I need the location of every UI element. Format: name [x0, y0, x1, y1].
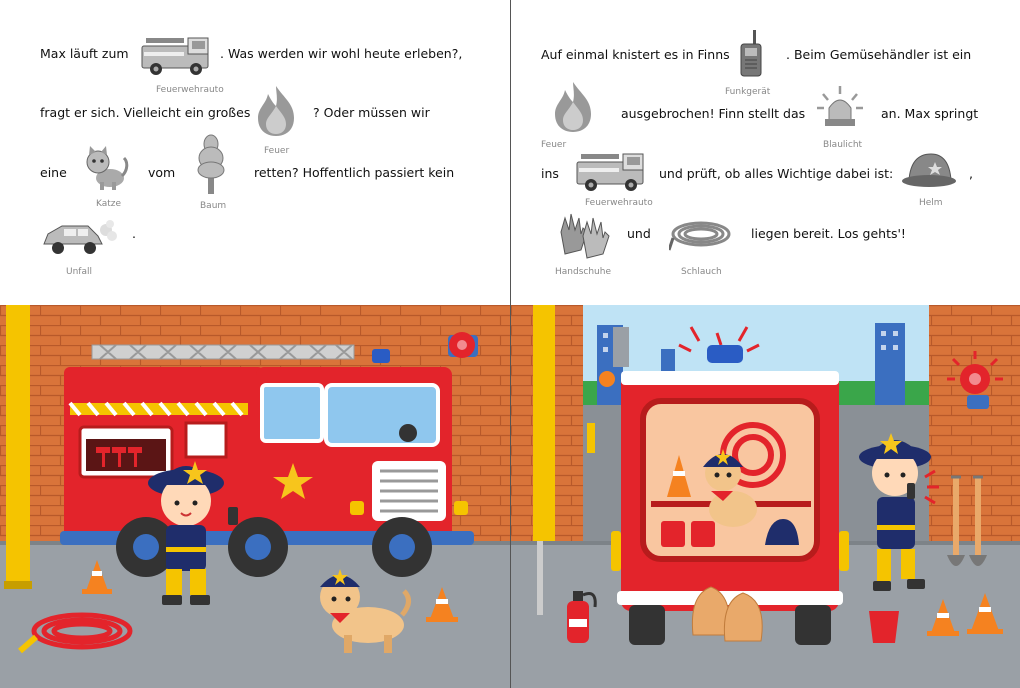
text-line: an. Max springt	[881, 106, 979, 121]
right-page	[510, 0, 1020, 688]
text-line: vom	[148, 165, 176, 180]
cat-label: Katze	[96, 199, 122, 209]
fire-label: Feuer	[264, 146, 290, 156]
gloves-icon	[557, 210, 613, 266]
accident-label: Unfall	[66, 267, 92, 277]
helmet-label: Helm	[919, 198, 943, 208]
text-line: ,	[969, 166, 973, 181]
siren-icon	[815, 86, 865, 132]
text-line: ins	[541, 166, 559, 181]
text-line: retten? Hoffentlich passiert kein	[254, 165, 455, 180]
fire-truck-icon	[575, 148, 647, 196]
car-accident-icon	[40, 218, 120, 262]
fire-station-illustration-right	[511, 305, 1020, 688]
alarm-bell-icon	[448, 332, 478, 358]
fire-truck-label: Feuerwehrauto	[156, 85, 224, 95]
walkie-talkie-icon	[737, 30, 765, 84]
text-line: .	[132, 226, 136, 241]
hose-icon	[669, 216, 733, 260]
tree-icon	[196, 132, 226, 200]
gloves-label: Handschuhe	[555, 267, 611, 277]
text-line: eine	[40, 165, 67, 180]
siren-label: Blaulicht	[823, 140, 863, 150]
radio-label: Funkgerät	[725, 87, 771, 97]
text-line: liegen bereit. Los gehts'!	[751, 226, 906, 241]
text-line: . Was werden wir wohl heute erleben?,	[220, 46, 463, 61]
text-line: Auf einmal knistert es in Finns	[541, 47, 730, 62]
text-line: fragt er sich. Vielleicht ein großes	[40, 105, 251, 120]
helmet-icon	[901, 150, 957, 194]
hose-label: Schlauch	[681, 267, 722, 277]
fire-truck-label: Feuerwehrauto	[585, 198, 653, 208]
fire-station-illustration-left	[0, 305, 510, 688]
fire-icon	[551, 80, 595, 138]
text-line: und	[627, 226, 651, 241]
fire-truck-icon	[140, 32, 212, 80]
text-line: ? Oder müssen wir	[313, 105, 430, 120]
text-line: . Beim Gemüsehändler ist ein	[786, 47, 972, 62]
fire-label: Feuer	[541, 140, 567, 150]
tree-label: Baum	[200, 201, 227, 211]
text-line: Max läuft zum	[40, 46, 129, 61]
text-line: und prüft, ob alles Wichtige dabei ist:	[659, 166, 894, 181]
fire-icon	[254, 84, 298, 142]
cat-icon	[84, 146, 130, 194]
text-line: ausgebrochen! Finn stellt das	[621, 106, 806, 121]
